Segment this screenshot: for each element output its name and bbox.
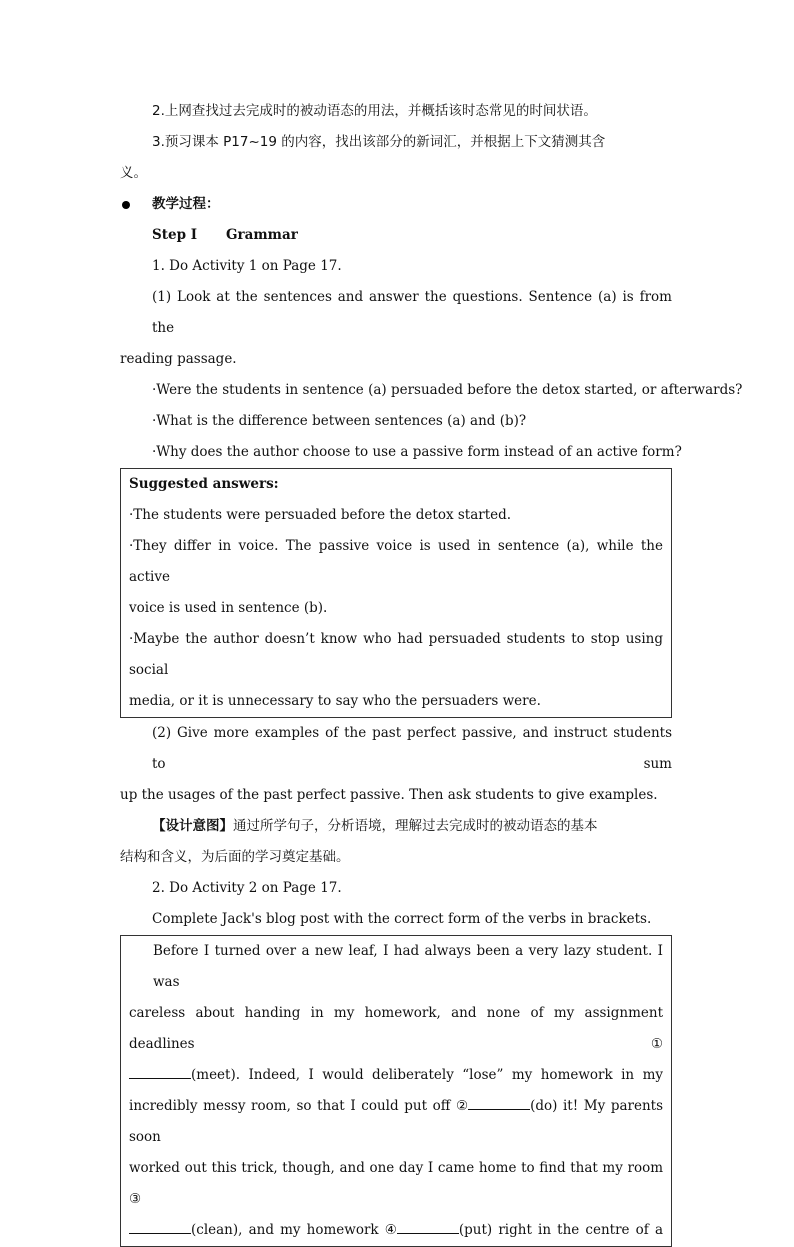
blank-number-4: ④: [384, 1222, 397, 1238]
answer-blank-3[interactable]: [129, 1220, 191, 1234]
blog-passage-box: [120, 935, 672, 1247]
step-title: Grammar: [226, 227, 298, 243]
design-intent-label: 【设计意图】: [152, 818, 233, 834]
section-heading: 教学过程：: [152, 196, 220, 212]
answer-3-line-2: media, or it is unnecessary to say who the persuaders were.: [129, 693, 541, 709]
answer-blank-1[interactable]: [129, 1065, 191, 1079]
step-label: Step Ⅰ: [152, 227, 198, 243]
passage-line-3: (meet). Indeed, I would deliberately “lose” my homework in my: [129, 1060, 663, 1091]
answers-heading: Suggested answers:: [129, 476, 279, 492]
answer-blank-4[interactable]: [397, 1220, 459, 1234]
question-bullet: ·Why does the author choose to use a passive form instead of an active form?: [152, 444, 682, 460]
blank-number-3: ③: [129, 1191, 142, 1207]
document-content: [120, 96, 743, 1247]
step-heading: [120, 220, 672, 251]
question-2-line-1: (2) Give more examples of the past perfect passive, and instruct students to sum: [152, 725, 672, 772]
design-intent-line-2: 结构和含义，为后面的学习奠定基础。: [120, 849, 350, 865]
passage-line-6: (clean), and my homework ④ (put) right in the centre of a: [129, 1215, 663, 1246]
suggested-answers-box: [120, 468, 672, 718]
question-1-line-2: reading passage.: [120, 351, 237, 367]
blank-number-1: ①: [650, 1036, 663, 1052]
design-intent-line-1: [120, 811, 672, 842]
question-bullet: ·Were the students in sentence (a) persuaded before the detox started, or afterwards?: [152, 382, 743, 398]
passage-line-1: Before I turned over a new leaf, I had always been a very lazy student. I was: [153, 943, 663, 990]
design-intent-text: 通过所学句子，分析语境，理解过去完成时的被动语态的基本: [233, 818, 598, 834]
answer-3-line-1: ·Maybe the author doesn’t know who had persuaded students to stop using social: [129, 631, 663, 678]
passage-line-5: worked out this trick, though, and one day I came home to find that my room ③: [129, 1153, 663, 1215]
question-2-line-2: up the usages of the past perfect passive. Then ask students to give examples.: [120, 787, 658, 803]
activity-2-instruction: Complete Jack's blog post with the correct form of the verbs in brackets.: [152, 911, 652, 927]
section-heading-row: [120, 189, 672, 220]
answer-blank-2[interactable]: [468, 1096, 530, 1110]
blank-number-2: ②: [455, 1098, 469, 1114]
activity-2: 2. Do Activity 2 on Page 17.: [152, 880, 342, 896]
answer-2-line-2: voice is used in sentence (b).: [129, 600, 328, 616]
prep-item-2: 2.上网查找过去完成时的被动语态的用法，并概括该时态常见的时间状语。: [152, 103, 597, 119]
question-bullet: ·What is the difference between sentences (a) and (b)?: [152, 413, 527, 429]
passage-line-2: careless about handing in my homework, and none of my assignment deadlines ①: [129, 998, 663, 1060]
activity-1: 1. Do Activity 1 on Page 17.: [152, 258, 342, 274]
passage-line-4: incredibly messy room, so that I could put off ② (do) it! My parents soon: [129, 1091, 663, 1153]
prep-item-3: 3.预习课本 P17~19 的内容，找出该部分的新词汇，并根据上下文猜测其含: [152, 134, 606, 150]
bullet-dot-icon: [122, 201, 130, 209]
answer-2-line-1: ·They differ in voice. The passive voice is used in sentence (a), while the active: [129, 538, 663, 585]
question-1-line-1: (1) Look at the sentences and answer the questions. Sentence (a) is from the: [152, 289, 672, 336]
answer-1: ·The students were persuaded before the detox started.: [129, 507, 512, 523]
prep-item-3-cont: 义。: [120, 165, 147, 181]
